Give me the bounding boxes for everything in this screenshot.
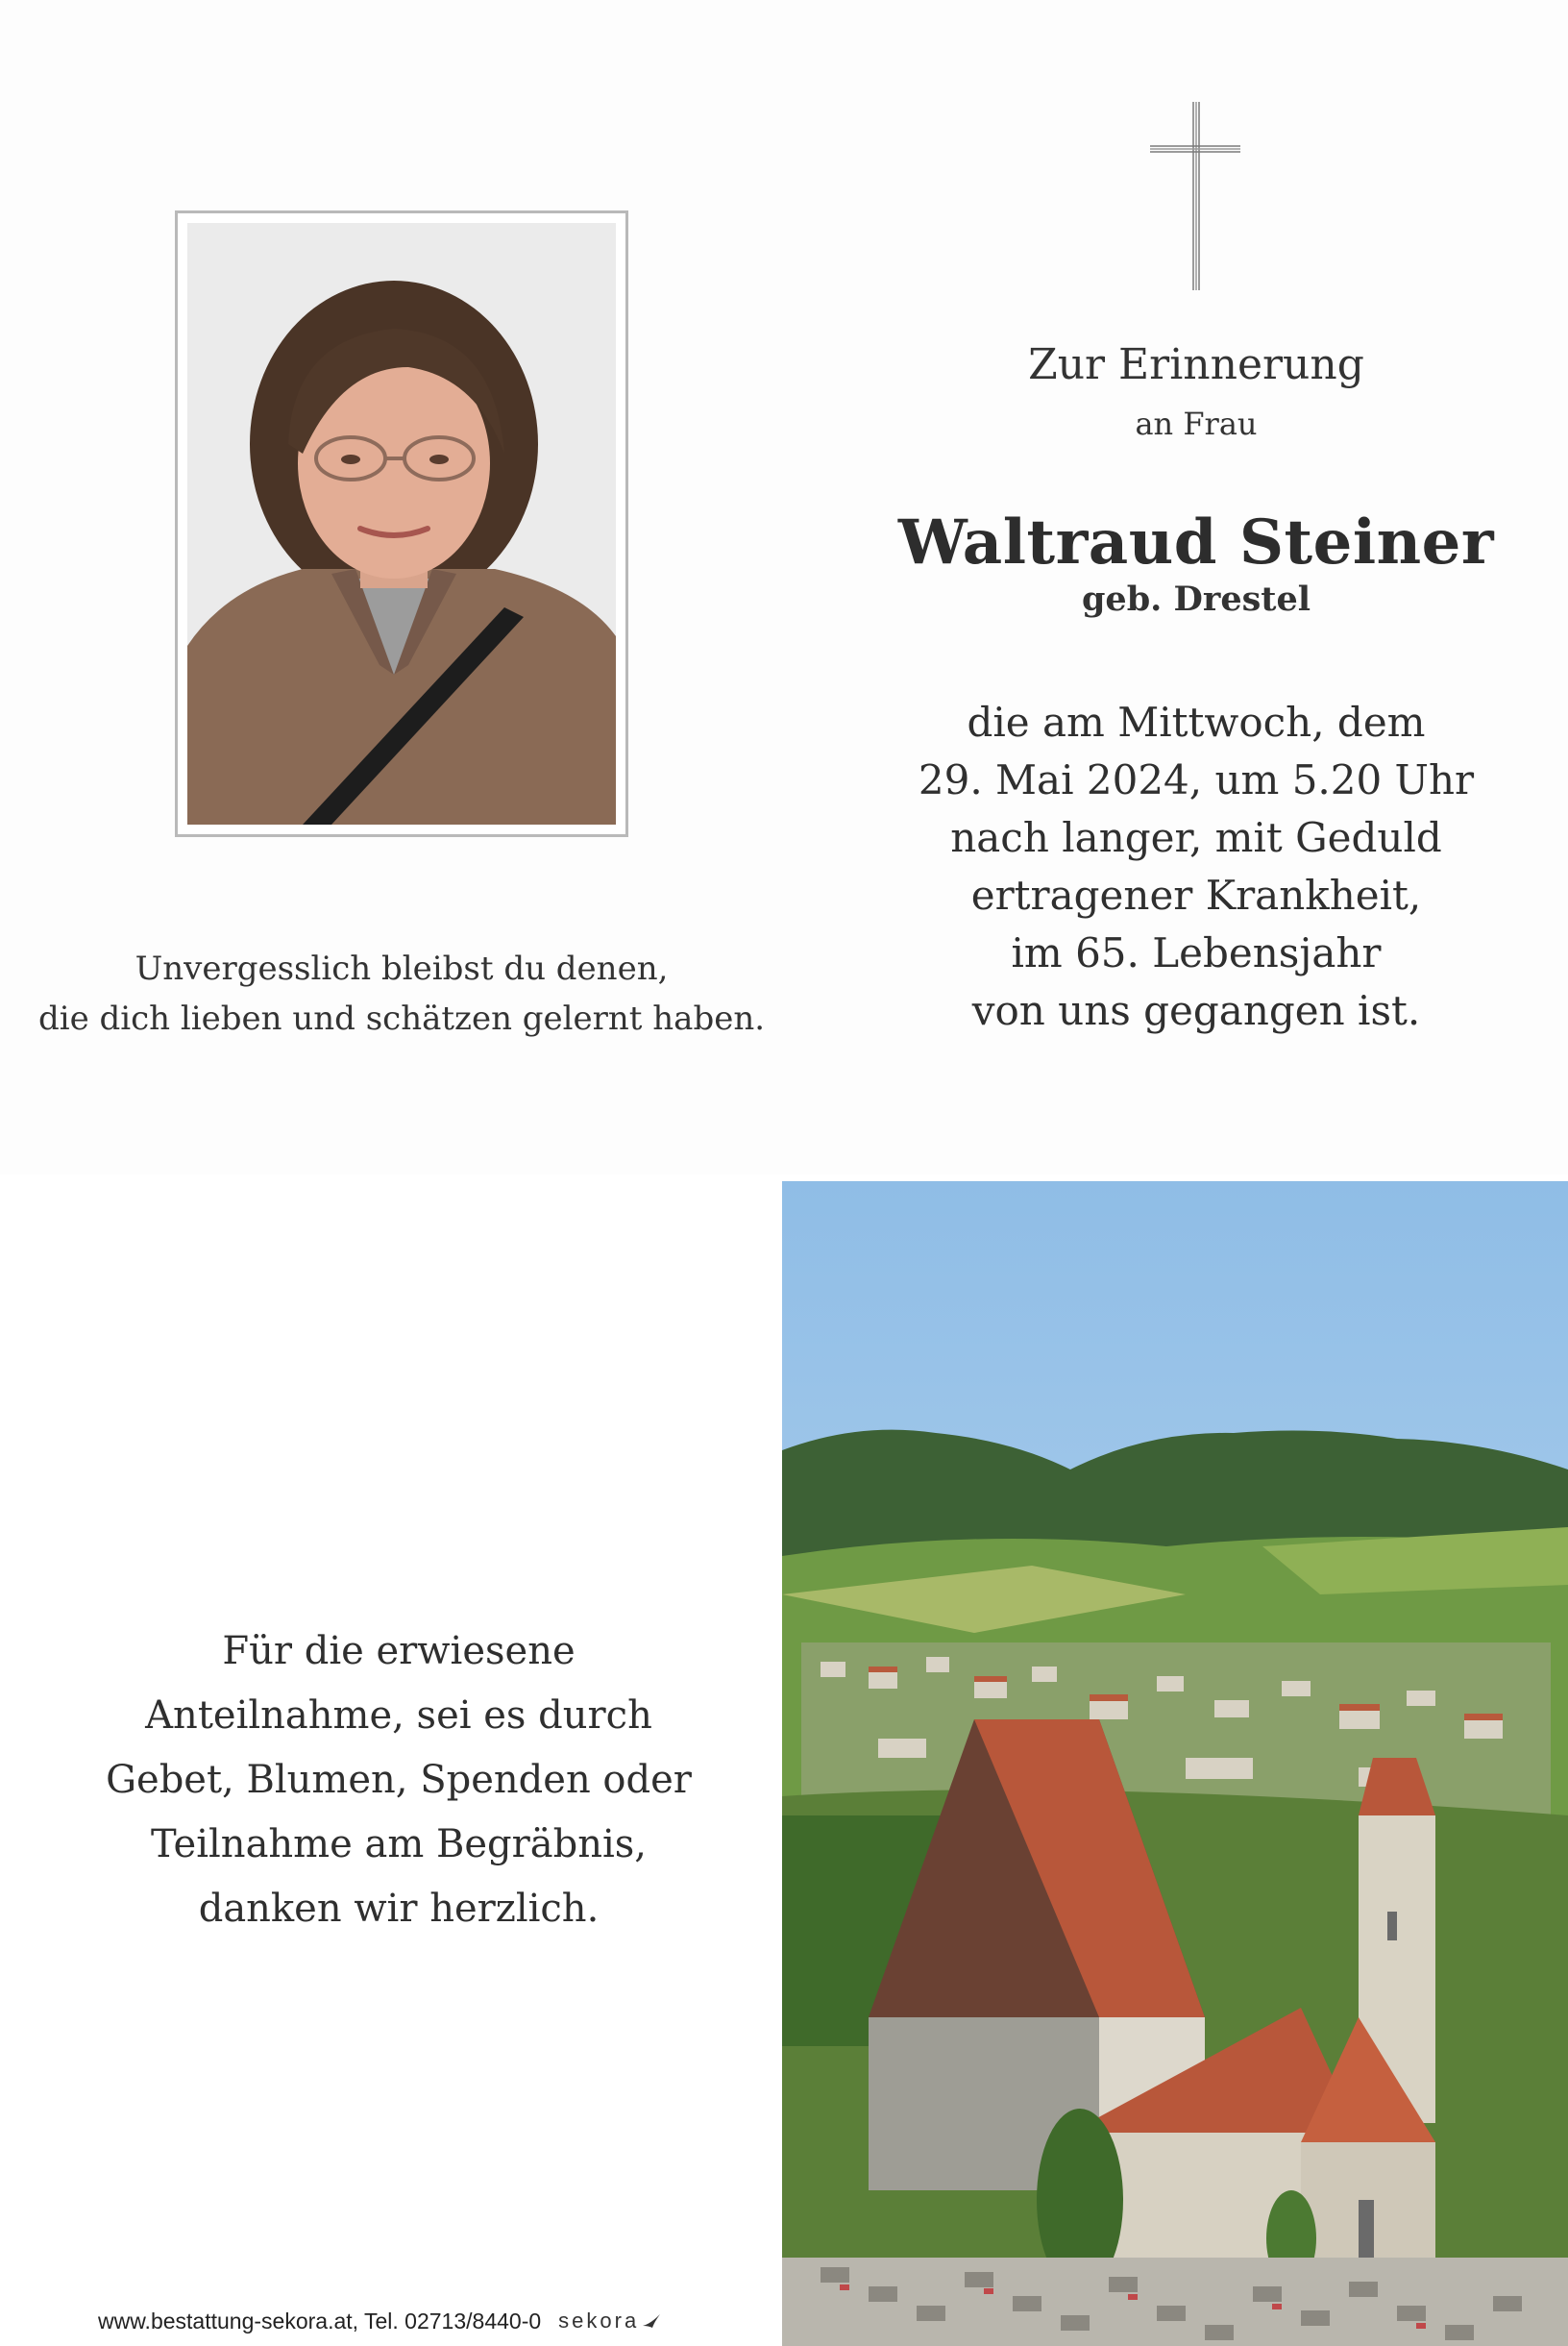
death-notice [865,694,1528,1040]
deceased-name: Waltraud Steiner [897,506,1495,579]
maiden-name: geb. Drestel [1081,580,1311,619]
quote-line: Unvergesslich bleibst du denen, [135,950,669,988]
sekora-logo [558,2309,662,2334]
portrait-illustration [187,223,616,825]
bird-icon [641,2312,662,2330]
thanks-line: danken wir herzlich. [198,1887,600,1931]
death-line: die am Mittwoch, dem [967,699,1426,746]
in-memory-heading: Zur Erinnerung [1028,340,1364,389]
death-line: 29. Mai 2024, um 5.20 Uhr [918,756,1475,803]
church-landscape-illustration [782,1181,1568,2346]
church-landscape-photo [782,1181,1568,2346]
thanks-line: Für die erwiesene [222,1629,576,1673]
memorial-quote [0,944,803,1044]
portrait-photo [187,223,616,825]
thanks-message [0,1619,797,1941]
quote-line: die dich lieben und schätzen gelernt haben. [37,1000,766,1038]
salutation: an Frau [1135,406,1258,442]
death-line: von uns gegangen ist. [971,987,1421,1034]
funeral-home-footer [98,2305,662,2337]
death-line: nach langer, mit Geduld [950,814,1442,861]
thanks-line: Teilnahme am Begräbnis, [150,1822,648,1866]
death-line: ertragener Krankheit, [970,872,1422,919]
portrait-frame [175,210,628,837]
thanks-line: Anteilnahme, sei es durch [145,1693,652,1738]
death-line: im 65. Lebensjahr [1011,929,1382,976]
cross-icon [1150,102,1240,290]
contact-info: www.bestattung-sekora.at, Tel. 02713/8440-0 [98,2308,542,2334]
thanks-line: Gebet, Blumen, Spenden oder [106,1758,692,1802]
logo-text: sekora [558,2309,640,2333]
